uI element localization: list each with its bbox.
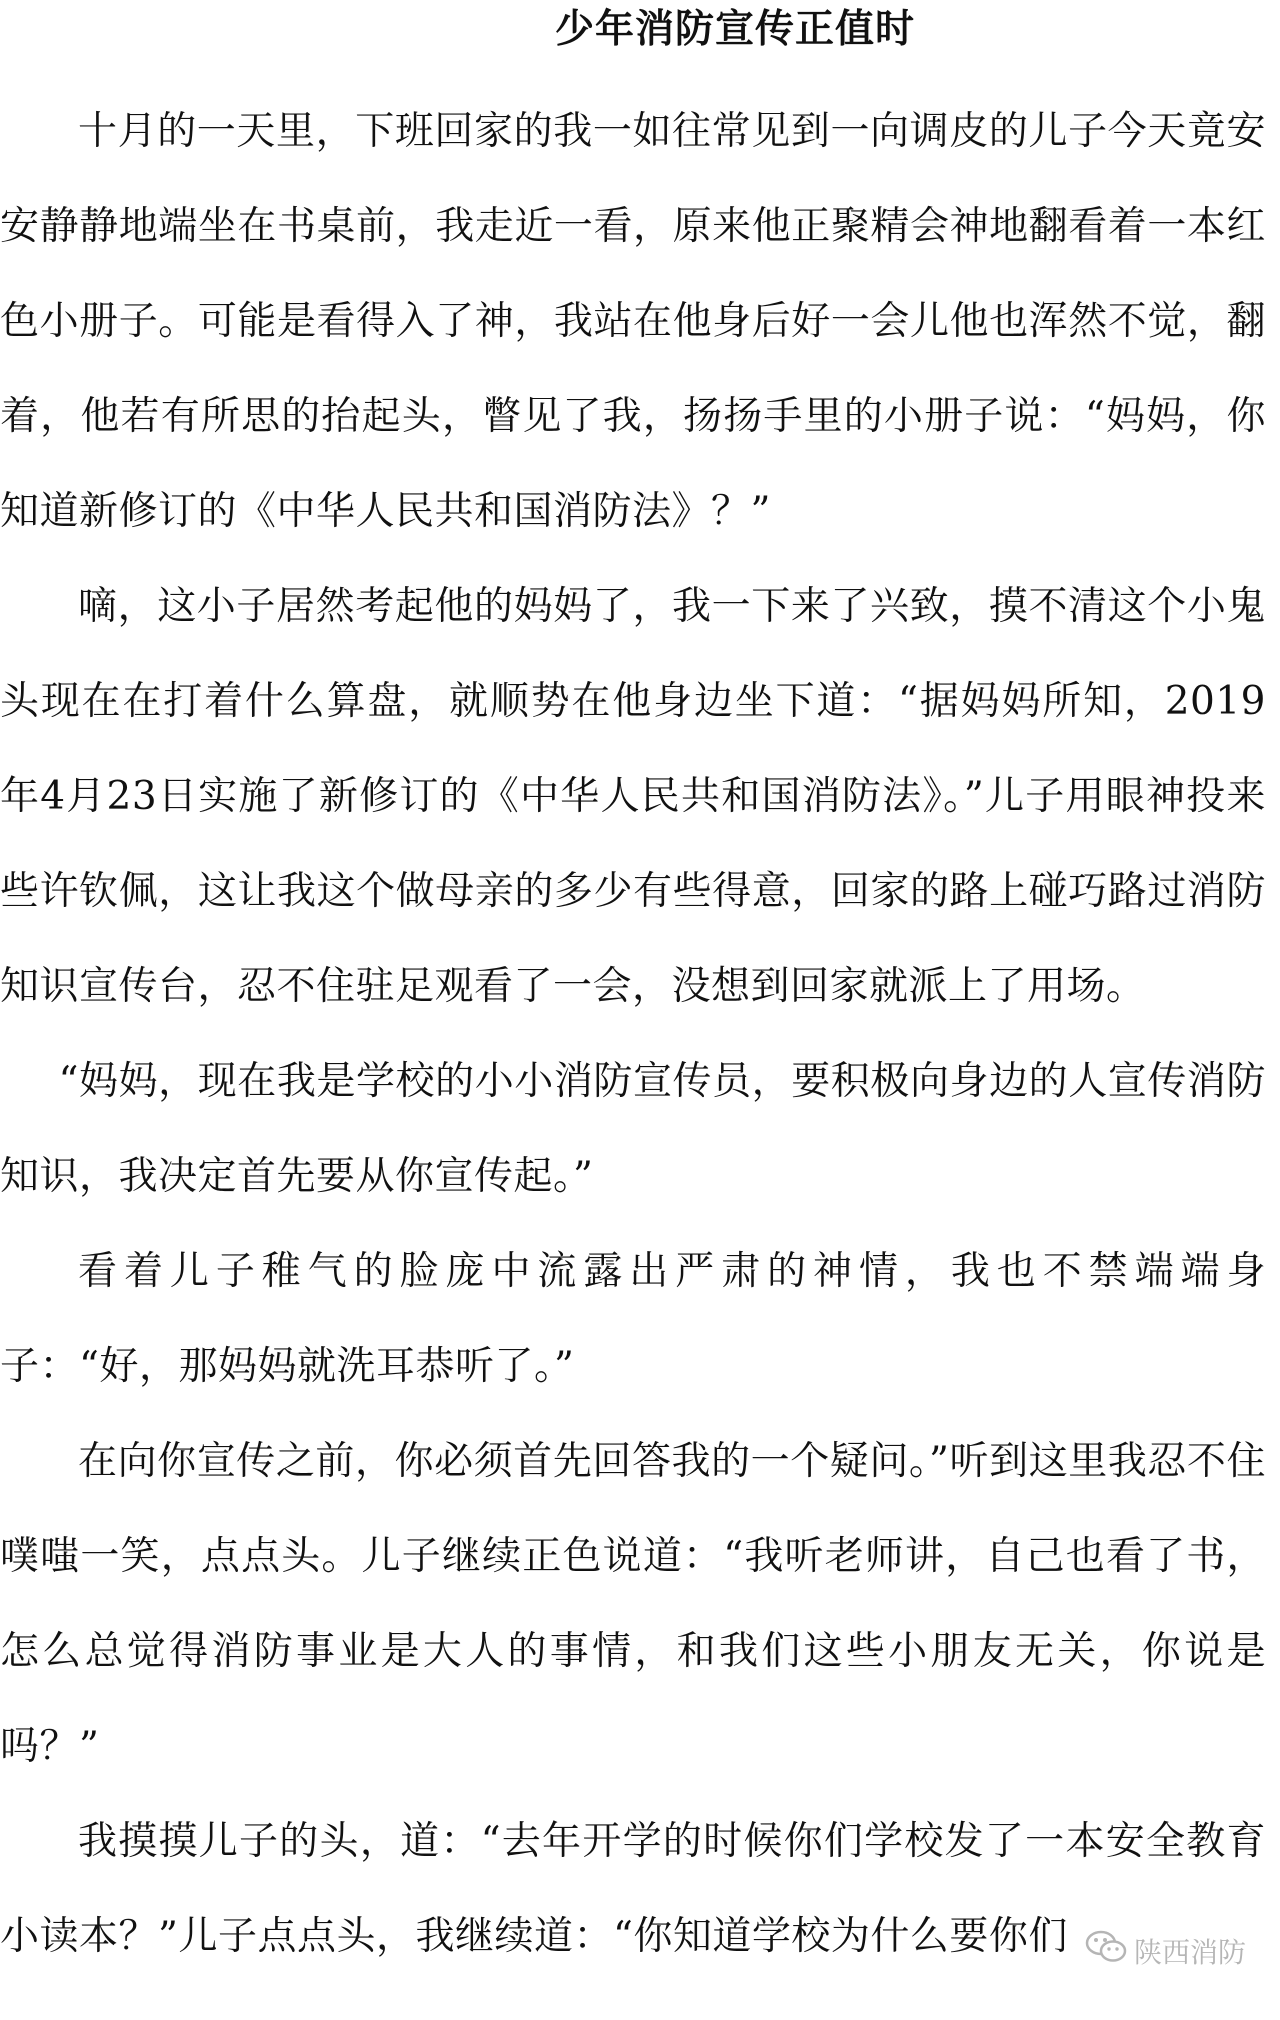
source-watermark — [1078, 1927, 1252, 1974]
wechat-icon — [1084, 1929, 1128, 1972]
article-body — [0, 84, 1266, 1984]
page-title: 少年消防宣传正值时 — [554, 7, 915, 52]
paragraph-5: 在向你宣传之前，你必须首先回答我的一个疑问。”听到这里我忍不住噗嗤一笑，点点头。儿子继续正色说道：“我听老师讲，自己也看了书，怎么总觉得消防事业是大人的事情，和我们这些小朋友无关，你说是吗？” — [0, 1439, 1266, 1769]
paragraph-1: 十月的一天里，下班回家的我一如往常见到一向调皮的儿子今天竟安安静静地端坐在书桌前，我走近一看，原来他正聚精会神地翻看着一本红色小册子。可能是看得入了神，我站在他身后好一会儿他也浑然不觉，翻着，他若有所思的抬起头，瞥见了我，扬扬手里的小册子说：“妈妈，你知道新修订的《中华人民共和国消防法》？” — [0, 109, 1266, 534]
paragraph-3: “妈妈，现在我是学校的小小消防宣传员，要积极向身边的人宣传消防知识，我决定首先要从你宣传起。” — [0, 1059, 1266, 1199]
paragraph-2: 嘀，这小子居然考起他的妈妈了，我一下来了兴致，摸不清这个小鬼头现在在打着什么算盘，就顺势在他身边坐下道：“据妈妈所知，2019年4月23日实施了新修订的《中华人民共和国消防法》。”儿子用眼神投来些许钦佩，这让我这个做母亲的多少有些得意，回家的路上碰巧路过消防知识宣传台，忍不住驻足观看了一会，没想到回家就派上了用场。 — [0, 584, 1266, 1009]
watermark-text: 陕西消防 — [1133, 1935, 1246, 1969]
paragraph-6: 我摸摸儿子的头，道：“去年开学的时候你们学校发了一本安全教育小读本？”儿子点点头，我继续道：“你知道学校为什么要你们 — [0, 1819, 1266, 1959]
paragraph-4: 看着儿子稚气的脸庞中流露出严肃的神情，我也不禁端端身子：“好，那妈妈就洗耳恭听了。” — [0, 1249, 1266, 1389]
